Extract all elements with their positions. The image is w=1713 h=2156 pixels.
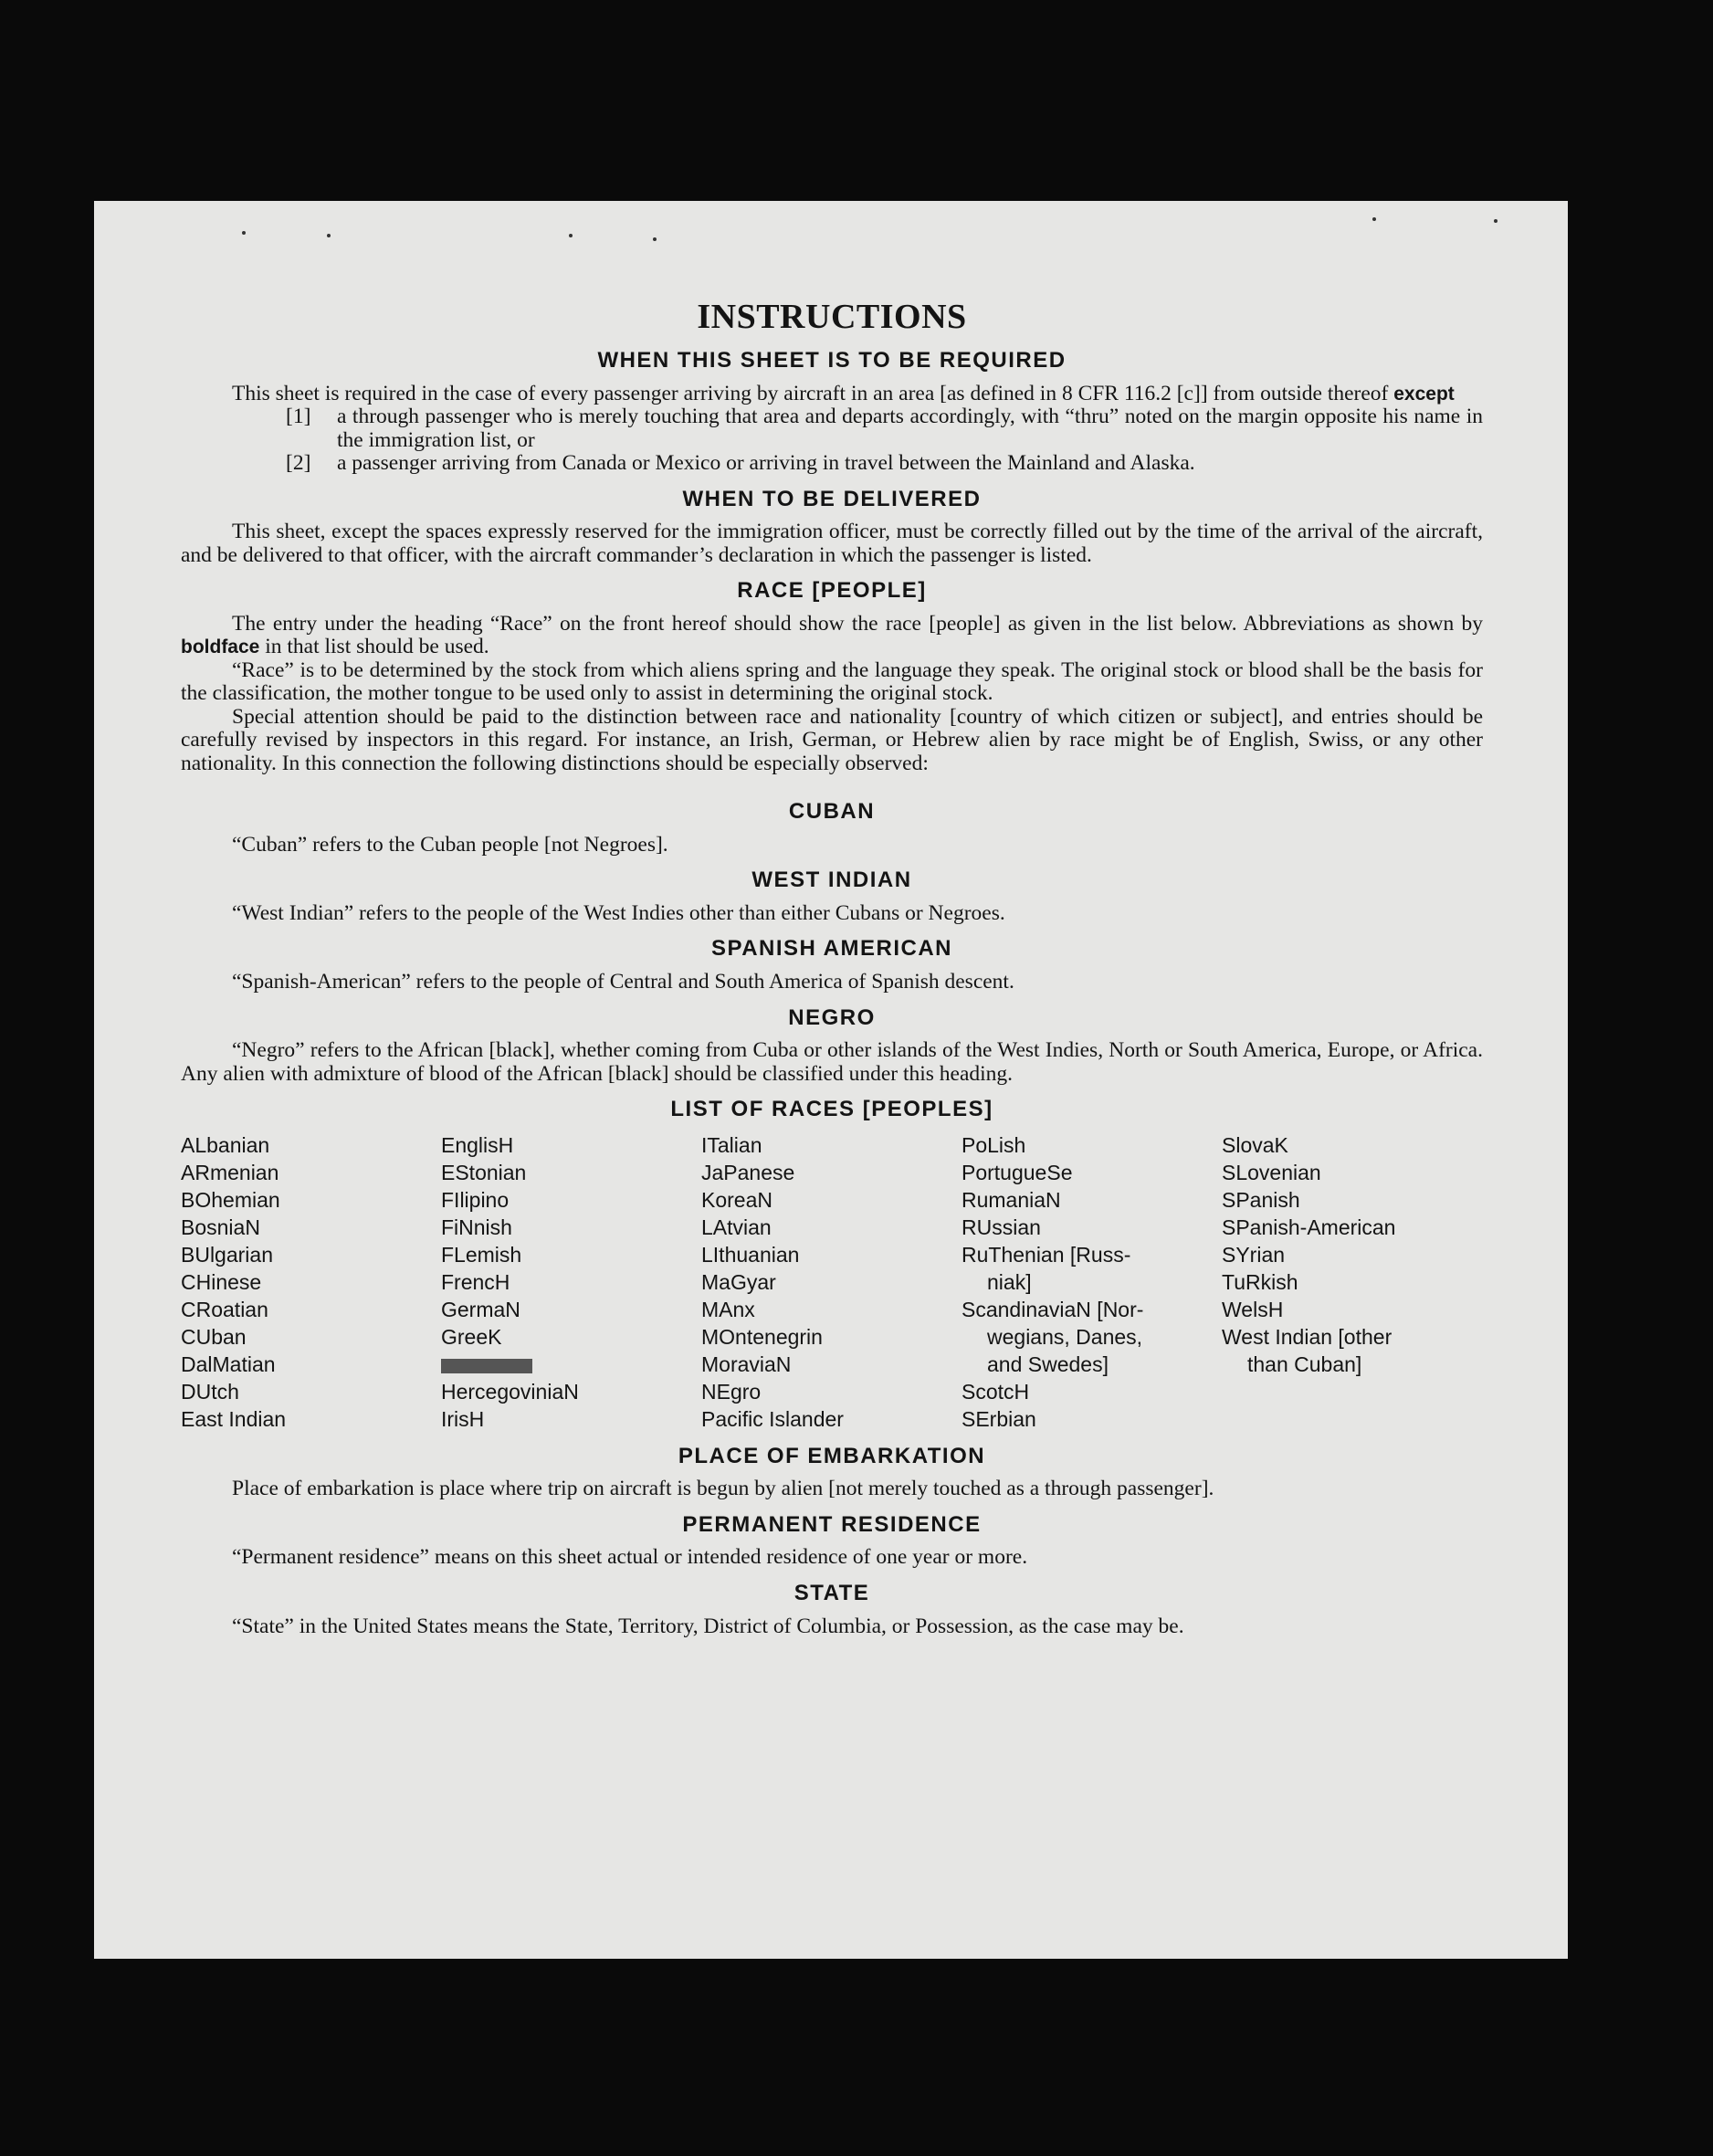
spanish-american-text: “Spanish-American” refers to the people of Central and South America of Spanish descent. — [232, 970, 1014, 994]
heading-west-indian: WEST INDIAN — [751, 868, 912, 893]
cuban-text: “Cuban” refers to the Cuban people [not Negroes]. — [232, 832, 668, 857]
race-entry: CHinese — [181, 1269, 262, 1294]
race-entry: ARmenian — [181, 1160, 279, 1184]
paper-speck — [1372, 217, 1376, 221]
heading-spanish-american: SPANISH AMERICAN — [710, 936, 952, 962]
race-entry: MAnx — [701, 1297, 755, 1321]
race-entry: ITalian — [701, 1132, 762, 1157]
race-entry: BUlgarian — [181, 1242, 273, 1267]
race-entry: SYrian — [1222, 1242, 1286, 1267]
race-entry: GreeK — [441, 1324, 502, 1349]
race-entry: RUssian — [962, 1215, 1041, 1239]
race-entry: ALbanian — [181, 1132, 270, 1157]
race-entry: JaPanese — [701, 1160, 795, 1184]
page-title: INSTRUCTIONS — [697, 298, 967, 336]
delivered-text: This sheet, except the spaces expressly reserved for the immigration officer, must be correctly filled out by the time of the arrival of the aircraft, and be delivered to that officer, with the aircraft commander’s declaration in which the passenger is listed. — [181, 520, 1483, 567]
race-entry: ScotcH — [962, 1379, 1030, 1404]
race-entry: EStonian — [441, 1160, 527, 1184]
race-entry: niak] — [987, 1269, 1032, 1294]
race-entry: SErbian — [962, 1406, 1036, 1431]
race-entry: MOntenegrin — [701, 1324, 823, 1349]
race-entry: LAtvian — [701, 1215, 772, 1239]
race-entry: WelsH — [1222, 1297, 1284, 1321]
document-content — [181, 297, 1483, 1638]
race-entry: ScandinaviaN [Nor- — [962, 1297, 1144, 1321]
race-entry: MoraviaN — [701, 1351, 792, 1376]
document-sheet — [94, 201, 1568, 1959]
embarkation-text: Place of embarkation is place where trip on aircraft is begun by alien [not merely touched as a through passenger]. — [232, 1477, 1214, 1501]
race-entry: GermaN — [441, 1297, 520, 1321]
race-entry: Pacific Islander — [701, 1406, 844, 1431]
heading-permanent-residence: PERMANENT RESIDENCE — [682, 1511, 982, 1537]
race-entry: West Indian [other — [1222, 1324, 1392, 1349]
paper-speck — [653, 237, 657, 241]
races-column-4 — [962, 1131, 1222, 1433]
race-entry: FrencH — [441, 1269, 510, 1294]
residence-text: “Permanent residence” means on this sheet actual or intended residence of one year or more. — [232, 1545, 1028, 1570]
required-intro: This sheet is required in the case of every passenger arriving by aircraft in an area [as defined in 8 CFR 116.2 [c]] from outside thereof except — [232, 381, 1455, 405]
race-entry: than Cuban] — [1247, 1351, 1362, 1376]
race-entry: NEgro — [701, 1379, 762, 1404]
race-entry: CUban — [181, 1324, 247, 1349]
races-list — [181, 1131, 1483, 1433]
race-entry: SlovaK — [1222, 1132, 1288, 1157]
races-column-3 — [701, 1131, 962, 1433]
race-paragraph-3: Special attention should be paid to the distinction between race and nationality [country of which citizen or subject], and entries should be carefully revised by inspectors in this regard. For instance, an Irish, German, or Hebrew alien by race might be of English, Swiss, or any other nationality. In this connection the following distinctions should be especially observed: — [181, 704, 1483, 775]
redaction-mark — [441, 1359, 532, 1373]
race-entry: LIthuanian — [701, 1242, 800, 1267]
race-entry: DUtch — [181, 1379, 239, 1404]
race-entry: PoLish — [962, 1132, 1026, 1157]
race-entry: EnglisH — [441, 1132, 514, 1157]
race-entry: DalMatian — [181, 1351, 276, 1376]
race-entry: TuRkish — [1222, 1269, 1298, 1294]
paper-speck — [327, 234, 331, 237]
race-entry: FiNnish — [441, 1215, 512, 1239]
heading-embarkation: PLACE OF EMBARKATION — [678, 1443, 986, 1468]
race-paragraph-2: “Race” is to be determined by the stock from which aliens spring and the language they speak. The original stock or blood shall be the basis for the classification, the mother tongue to be used only to assist in determining the original stock. — [181, 657, 1483, 706]
negro-text: “Negro” refers to the African [black], whether coming from Cuba or other islands of the West Indies, North or South America, Europe, or Africa. Any alien with admixture of blood of the African [black] should be classified under this heading. — [181, 1038, 1483, 1086]
race-entry: SLovenian — [1222, 1160, 1321, 1184]
paper-speck — [569, 234, 573, 237]
heading-state: STATE — [793, 1580, 870, 1605]
race-entry: IrisH — [441, 1406, 485, 1431]
race-entry: PortugueSe — [962, 1160, 1073, 1184]
race-entry: FIlipino — [441, 1187, 510, 1212]
race-paragraph-1: The entry under the heading “Race” on the front hereof should show the race [people] as given in the list below. Abbreviations as shown by boldface in that list should be used. — [181, 611, 1483, 659]
paper-speck — [1494, 219, 1498, 223]
race-entry: SPanish — [1222, 1187, 1300, 1212]
race-entry: KoreaN — [701, 1187, 772, 1212]
paper-speck — [242, 231, 246, 235]
race-entry: CRoatian — [181, 1297, 268, 1321]
race-entry: wegians, Danes, — [987, 1324, 1143, 1349]
race-entry-redacted — [441, 1351, 701, 1378]
race-entry: RuThenian [Russ- — [962, 1242, 1131, 1267]
west-indian-text: “West Indian” refers to the people of the West Indies other than either Cubans or Negroes. — [232, 900, 1005, 925]
heading-negro: NEGRO — [788, 1004, 876, 1030]
state-text: “State” in the United States means the State, Territory, District of Columbia, or Possession, as the case may be. — [232, 1614, 1184, 1638]
heading-delivered: WHEN TO BE DELIVERED — [682, 486, 982, 511]
race-entry: SPanish-American — [1222, 1215, 1396, 1239]
heading-list-of-races: LIST OF RACES [PEOPLES] — [670, 1097, 993, 1122]
exception-item-2: [2] a passenger arriving from Canada or Mexico or arriving in travel between the Mainland and Alaska. — [286, 451, 1195, 476]
heading-cuban: CUBAN — [788, 799, 876, 825]
race-entry: BosniaN — [181, 1215, 260, 1239]
race-entry: RumaniaN — [962, 1187, 1061, 1212]
heading-race: RACE [PEOPLE] — [737, 578, 927, 604]
race-entry: HercegoviniaN — [441, 1379, 579, 1404]
races-column-1 — [181, 1131, 441, 1433]
race-entry: East Indian — [181, 1406, 287, 1431]
exception-item-1: [1] a through passenger who is merely touching that area and departs accordingly, with “thru” noted on the margin opposite his name in the immigration list, or — [286, 405, 1483, 452]
race-entry: and Swedes] — [987, 1351, 1109, 1376]
races-column-5 — [1222, 1131, 1482, 1433]
race-entry: MaGyar — [701, 1269, 776, 1294]
race-entry: FLemish — [441, 1242, 522, 1267]
heading-required: WHEN THIS SHEET IS TO BE REQUIRED — [597, 348, 1067, 373]
races-column-2 — [441, 1131, 701, 1433]
race-entry: BOhemian — [181, 1187, 280, 1212]
